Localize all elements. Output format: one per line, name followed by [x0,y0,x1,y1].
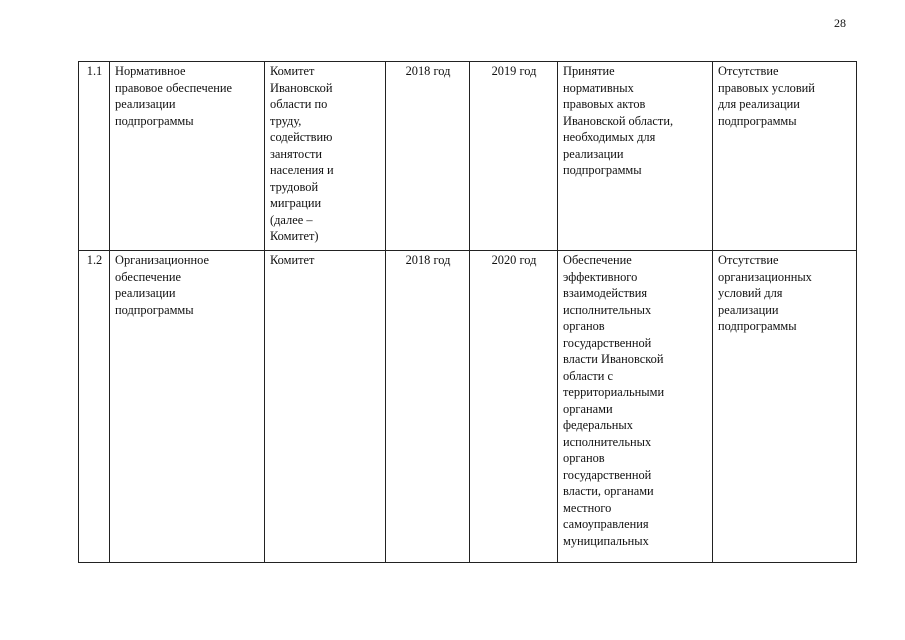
start-year-cell [386,62,470,251]
measure-name: Организационное обеспечение реализации подпрограммы [115,253,209,317]
executor-cell [265,251,386,563]
table-row [79,62,857,251]
row-number: 1.1 [86,64,103,78]
end-year: 2019 год [491,64,537,78]
start-year: 2018 год [405,253,451,267]
end-year: 2020 год [491,253,537,267]
row-number: 1.2 [86,253,103,267]
row-number-cell [79,62,110,251]
end-year-cell [470,62,558,251]
implementation-table [78,61,857,563]
consequence-cell [713,251,857,563]
executor: Комитет Ивановской области по труду, содействию занятости населения и трудовой миграции (далее – Комитет) [270,64,334,243]
consequence: Отсутствие организационных условий для реализации подпрограммы [718,253,812,333]
expected-result: Принятие нормативных правовых актов Ивановской области, необходимых для реализации подпрограммы [563,64,674,177]
expected-result-cell [558,251,713,563]
end-year-cell [470,251,558,563]
executor: Комитет [270,253,315,267]
consequence: Отсутствие правовых условий для реализации подпрограммы [718,64,815,128]
expected-result: Обеспечение эффективного взаимодействия исполнительных органов государственной власти Ивановской области с территориальными органами федеральных исполнительных органов государственной власти, органами местного самоуправления муниципальных [563,253,665,548]
table-row [79,251,857,563]
executor-cell [265,62,386,251]
row-number-cell [79,251,110,563]
start-year-cell [386,251,470,563]
consequence-cell [713,62,857,251]
measure-name-cell [110,251,265,563]
measure-name: Нормативное правовое обеспечение реализации подпрограммы [115,64,232,128]
page-number: 28 [834,16,846,30]
measure-name-cell [110,62,265,251]
start-year: 2018 год [405,64,451,78]
expected-result-cell [558,62,713,251]
